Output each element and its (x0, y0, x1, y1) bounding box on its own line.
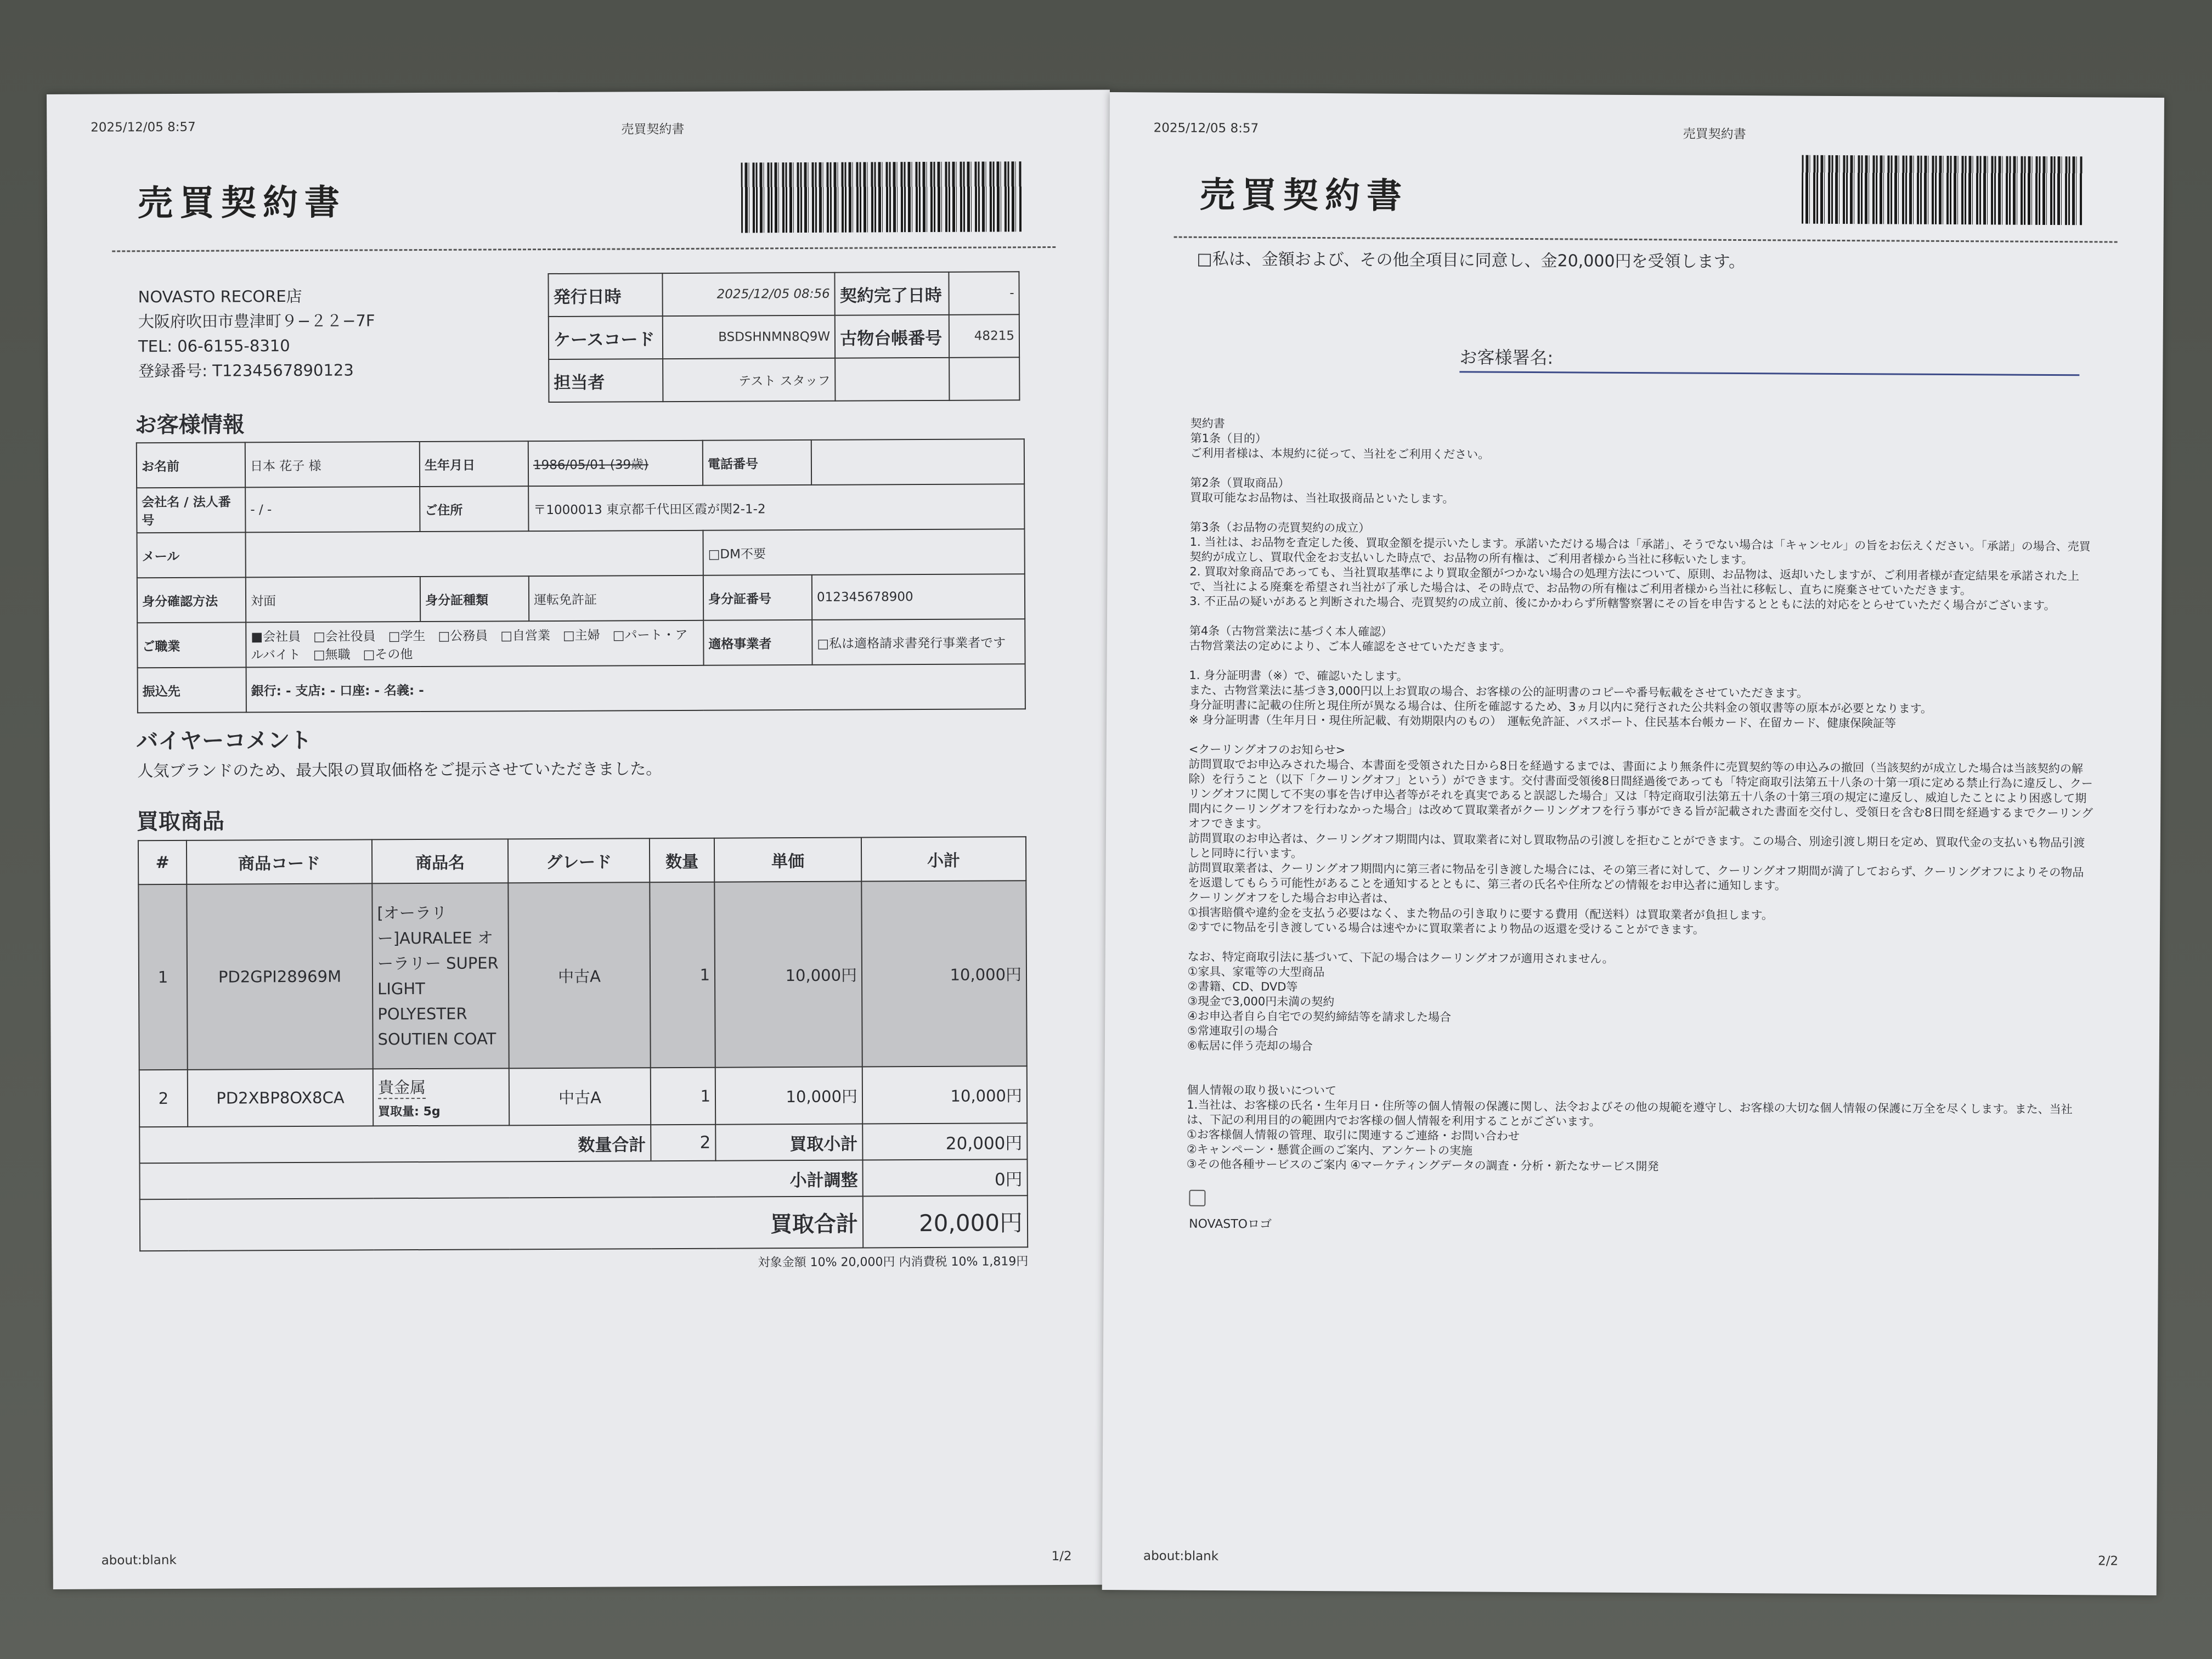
col-name: 商品名 (372, 839, 508, 883)
col-price: 単価 (714, 838, 861, 882)
items-heading: 買取商品 (136, 809, 224, 835)
store-reg-no: 登録番号: T1234567890123 (138, 360, 354, 381)
col-grade: グレード (508, 838, 650, 883)
qty-total-label: 数量合計 (139, 1125, 651, 1163)
customer-table (136, 438, 1026, 713)
issue-date-label: 発行日時 (548, 273, 662, 317)
table-row (139, 1066, 1027, 1127)
agreement-checkbox: □私は、金額および、その他全項目に同意し、金20,000円を受領します。 (1197, 249, 1746, 272)
contract-page-1 (47, 90, 1116, 1589)
id-no-value: 012345678900 (812, 574, 1025, 620)
adjust-value: 0円 (862, 1159, 1027, 1196)
logo-alt-text: NOVASTOロゴ (1189, 1217, 1272, 1232)
row-name: [オーラリー]AURALEE オーラリー SUPER LIGHT POLYESTER SOUTIEN COAT (372, 883, 509, 1069)
case-code-label: ケースコード (549, 316, 663, 359)
page-number: 2/2 (2097, 1554, 2119, 1568)
store-tel: TEL: 06-6155-8310 (138, 336, 290, 356)
address-value: 〒1000013 東京都千代田区霞が関2-1-2 (528, 484, 1024, 531)
terms-text: 契約書 第1条（目的） ご利用者様は、本規約に従って、当社をご利用ください。 第2条（買取商品） 買取可能なお品物は、当社取扱商品といたします。 第3条（お品物の売買契約の成立） 1. 当社は、お品物を査定した後、買取金額を提示いたします。承諾いただける場合は「承諾」、そうでない場合は「キャンセル」の旨をお伝えください。「承諾」の場合、売買契約が成立し、買取代金をお支払いした時点で、お品物の所有権は、ご利用者様から当社に移転いたします。 2. 買取対象商品であっても、当社買取基準により買取金額がつかない場合の処理方法について、原則、お品物は、返却いたしますが、ご利用者様が査定結果を承諾された上で、当社による廃棄を希望され当社が了承した場合は、その時点で、お品物の所有権はご利用者様から当社に移転し、直ちに廃棄させていただきます。 3. 不正品の疑いがあると判断された場合、売買契約の成立前、後にかかわらず所轄警察署にその旨を申告するとともに法的対応をとらせていただく場合がございます。 第4条（古物営業法に基づく本人確認） 古物営業法の定めにより、ご本人確認をさせていただきます。 1. 身分証明書（※）で、確認いたします。 また、古物営業法に基づき3,000円以上お買取の場合、お客様の公的証明書のコピーや番号転載をさせていただきます。 身分証明書に記載の住所と現住所が異なる場合は、住所を確認するため、3ヵ月以内に発行された公共料金の領収書等の原本が必要となります。 ※ 身分証明書（生年月日・現住所記載、有効期限内のもの） 運転免許証、パスポート、住民基本台帳カード、在留カード、健康保険証等 <クーリングオフのお知らせ> 訪問買取でお申込みされた場合、本書面を受領された日から8日を経過するまでは、書面により無条件に売買契約等の申込みの撤回（当該契約が成立した場合は当該契約の解除）を行うこと（以下「クーリングオフ」という）ができます。交付書面受領後8日間経過後であっても「特定商取引法第五十八条の十第一項に定める禁止行為に違反し、クーリングオフに関して不実の事を告げ申込者等がそれを真実であると誤認した場合」又は「特定商取引法第五十八条の十第三項の規定に違反し、威迫したことにより困惑して期間内にクーリングオフを行わなかった場合」は改めて買取業者がクーリングオフを行う事ができる旨が記載された書面を交付し、受領日を含む8日間を経過するまでクーリングオフできます。 訪問買取のお申込者は、クーリングオフ期間内は、買取業者に対し買取物品の引渡しを拒むことができます。この場合、別途引渡し期日を定め、買取代金の支払いも物品引渡しと同時に行います。 訪問買取業者は、クーリングオフ期間内に第三者に物品を引き渡した場合には、その第三者に対して、クーリングオフ期間が満了しておらず、クーリングオフによりその物品を返還してもらう可能性があることを通知するとともに、第三者の氏名や住所などの情報をお申込者に通知します。 クーリングオフをした場合お申込者は、 ①損害賠償や違約金を支払う必要はなく、また物品の引き取りに要する費用（配送料）は買取業者が負担します。 ②すでに物品を引き渡している場合は速やかに買取業者により物品の返還を受けることができます。 なお、特定商取引法に基づいて、下記の場合はクーリングオフが適用されません。 ①家具、家電等の大型商品 ②書籍、CD、DVD等 ③現金で3,000円未満の契約 ④お申込者自ら自宅での契約締結等を請求した場合 ⑤常連取引の場合 ⑥転居に伴う売却の場合 個人情報の取り扱いについて 1.当社は、お客様の氏名・生年月日・住所等の個人情報の保護に関し、法令およびその他の規範を遵守し、お客様の大切な個人情報の保護に万全を尽くします。また、当社は、下記の利用目的の範囲内でお客様の個人情報を利用することがございます。 ①お客様個人情報の管理、取引に関連するご連絡・お問い合わせ ②キャンペーン・懸賞企画のご案内、アンケートの実施 ③その他各種サービスのご案内 ④マーケティングデータの調査・分析・新たなサービス開発 (1186, 416, 2094, 1173)
qty-total-row (139, 1123, 1027, 1163)
total-value: 20,000円 (863, 1195, 1028, 1248)
id-type-label: 身分証種類 (420, 576, 529, 622)
meta-table (548, 271, 1020, 403)
table-row (138, 881, 1026, 1070)
issue-date-value: 2025/12/05 08:56 (662, 273, 835, 316)
name-label: お名前 (137, 442, 245, 488)
row-qty: 1 (650, 882, 715, 1068)
total-row (140, 1195, 1028, 1251)
customer-heading: お客様情報 (134, 412, 245, 438)
company-value: - / - (245, 487, 420, 532)
store-name: NOVASTO RECORE店 (138, 286, 302, 307)
buy-subtotal-value: 20,000円 (862, 1123, 1027, 1160)
address-label: ご住所 (420, 486, 528, 532)
staff-label: 担当者 (549, 359, 663, 402)
id-type-value: 運転免許証 (529, 575, 703, 621)
dob-label: 生年月日 (420, 441, 528, 487)
ledger-no-value: 48215 (949, 314, 1019, 358)
row-price: 10,000円 (715, 1067, 862, 1125)
buyer-comment-heading: バイヤーコメント (136, 727, 312, 754)
items-table (138, 836, 1028, 1251)
row-name: 貴金属 (378, 1075, 426, 1099)
case-code-value: BSDSHNMN8Q9W (663, 315, 836, 359)
mail-value (245, 531, 703, 578)
signature-line (1459, 371, 2079, 376)
print-header-title: 売買契約書 (621, 122, 685, 137)
print-header-title: 売買契約書 (1683, 127, 1746, 142)
tax-note: 対象金額 10% 20,000円 内消費税 10% 1,819円 (758, 1255, 1029, 1270)
footer-url: about:blank (1143, 1549, 1219, 1564)
row-grade: 中古A (509, 1068, 651, 1125)
page-number: 1/2 (1051, 1549, 1072, 1564)
company-label: 会社名 / 法人番号 (137, 487, 245, 533)
row-code: PD2GPI28969M (187, 883, 373, 1069)
bank-value: 銀行: - 支店: - 口座: - 名義: - (246, 664, 1025, 712)
qualified-checkbox: □私は適格請求書発行事業者です (812, 619, 1025, 665)
bank-label: 振込先 (138, 667, 246, 713)
print-timestamp: 2025/12/05 8:57 (1153, 121, 1259, 136)
qualified-label: 適格事業者 (703, 620, 812, 665)
id-no-label: 身分証番号 (703, 575, 812, 620)
divider (1174, 236, 2118, 243)
mail-label: メール (137, 532, 245, 578)
staff-value: テスト スタッフ (663, 358, 836, 402)
row-sub: 買取量: 5g (378, 1104, 441, 1119)
store-info (138, 284, 376, 383)
id-check-value: 対面 (246, 577, 420, 622)
total-label: 買取合計 (140, 1197, 863, 1251)
col-no: # (138, 840, 187, 884)
store-address: 大阪府吹田市豊津町９−２２−7F (138, 311, 375, 331)
col-subtotal: 小計 (861, 837, 1026, 881)
print-timestamp: 2025/12/05 8:57 (91, 120, 196, 135)
job-options: ■会社員 □会社役員 □学生 □公務員 □自営業 □主婦 □パート・アルバイト □無職 □その他 (246, 620, 703, 668)
adjust-row (140, 1159, 1028, 1199)
phone-label: 電話番号 (703, 440, 811, 486)
row-subtotal: 10,000円 (862, 1066, 1027, 1124)
row-subtotal: 10,000円 (861, 881, 1026, 1066)
row-code: PD2XBP8OX8CA (188, 1069, 373, 1126)
phone-value (811, 439, 1024, 485)
broken-image-icon (1189, 1190, 1205, 1206)
ledger-no-label: 古物台帳番号 (835, 315, 949, 358)
divider (112, 246, 1056, 252)
page-title: 売買契約書 (1199, 174, 1409, 217)
buyer-comment-text: 人気ブランドのため、最大限の買取価格をご提示させていただきました。 (137, 759, 662, 781)
barcode (1802, 155, 2083, 225)
complete-date-label: 契約完了日時 (835, 272, 949, 315)
row-price: 10,000円 (714, 882, 862, 1068)
dm-checkbox: □DM不要 (703, 529, 1024, 575)
complete-date-value: - (949, 272, 1019, 315)
contract-page-2 (1102, 92, 2164, 1595)
row-no: 2 (139, 1070, 188, 1127)
name-value: 日本 花子 様 (245, 442, 420, 487)
id-check-label: 身分確認方法 (137, 577, 246, 623)
row-qty: 1 (651, 1068, 715, 1125)
footer-url: about:blank (101, 1553, 177, 1568)
row-grade: 中古A (508, 882, 650, 1068)
row-no: 1 (138, 884, 187, 1070)
qty-total-value: 2 (651, 1125, 715, 1161)
adjust-label: 小計調整 (140, 1160, 863, 1200)
col-qty: 数量 (650, 838, 714, 883)
job-label: ご職業 (137, 622, 246, 668)
row-name-cell (373, 1068, 509, 1126)
buy-subtotal-label: 買取小計 (715, 1124, 862, 1161)
signature-label: お客様署名: (1459, 347, 1554, 369)
dob-value: 1986/05/01 (39歳) (528, 441, 703, 486)
col-code: 商品コード (187, 839, 372, 884)
page-title: 売買契約書 (137, 182, 347, 224)
barcode (741, 161, 1023, 233)
